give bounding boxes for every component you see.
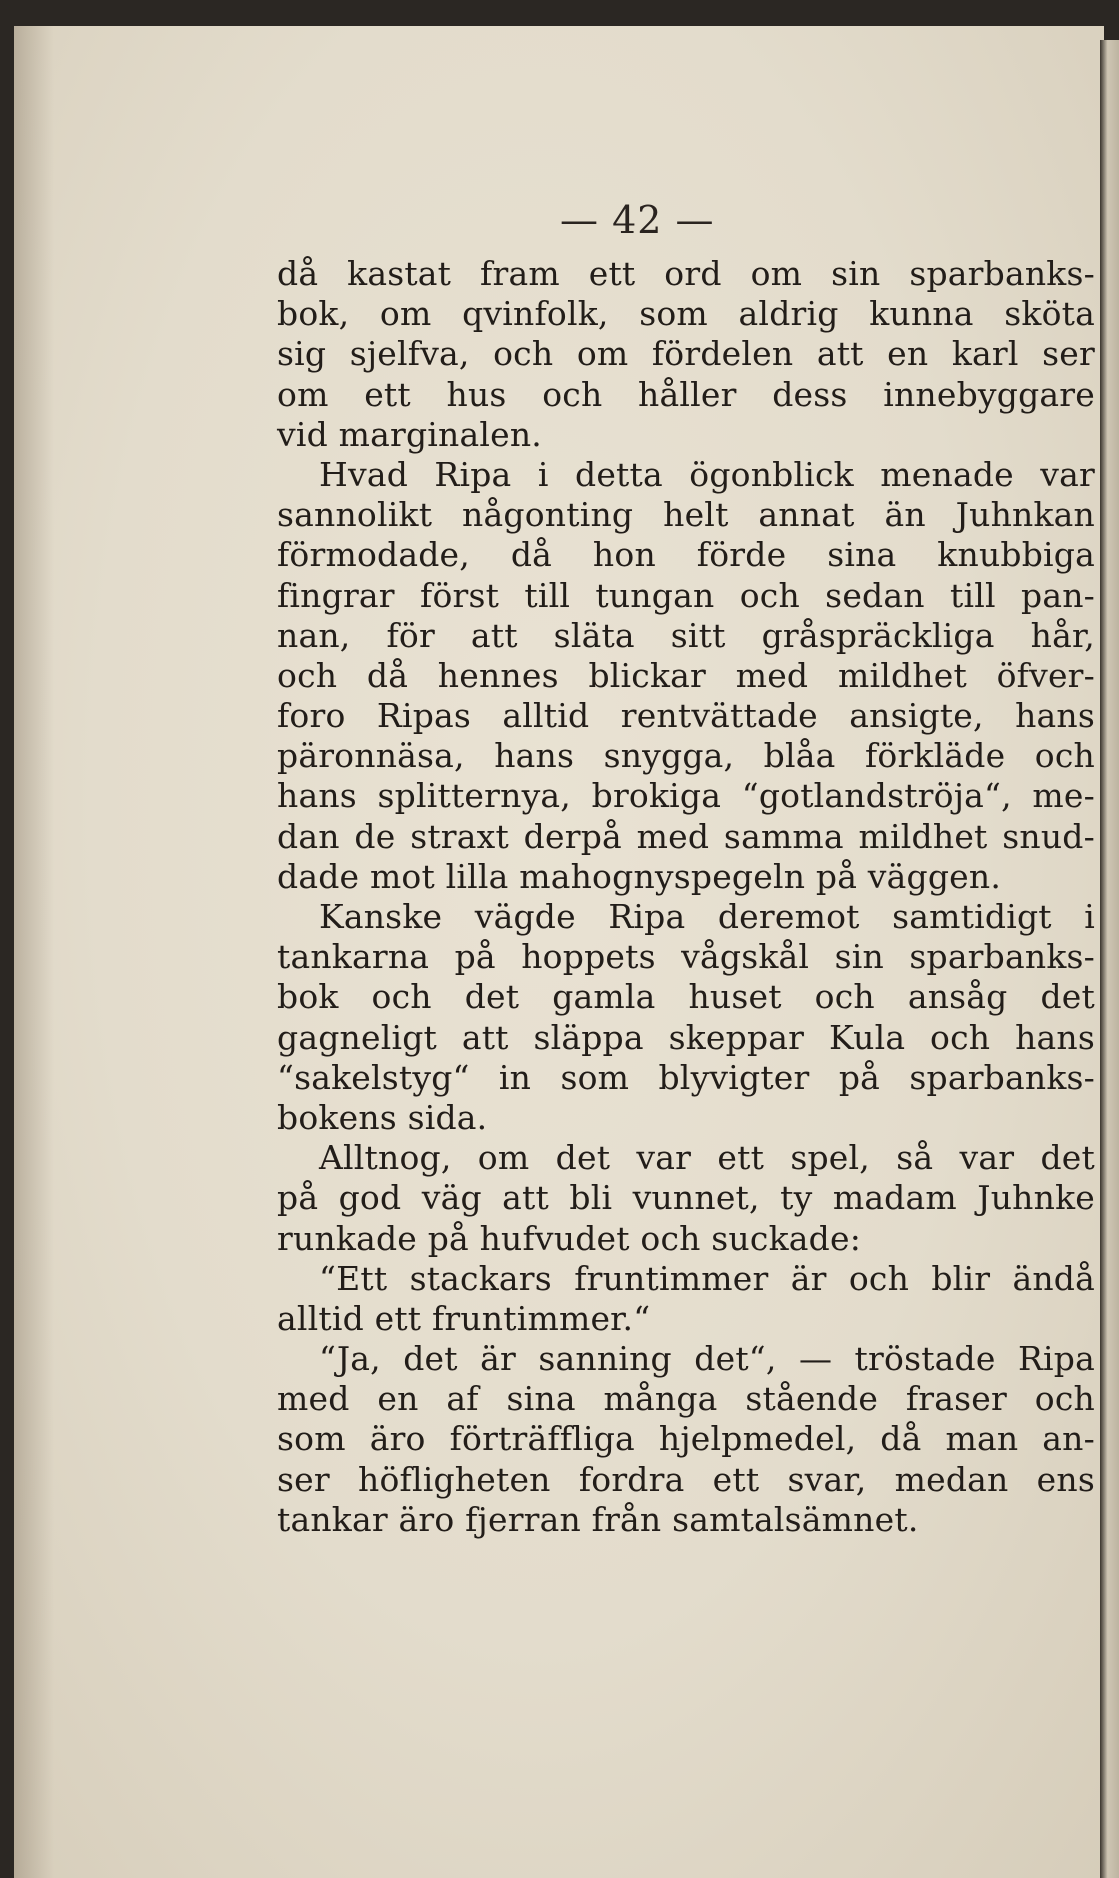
text-line: päronnäsa, hans snygga, blåa förkläde och (277, 736, 1095, 776)
text-line: då kastat fram ett ord om sin sparbanks- (277, 254, 1095, 293)
text-line: bok och det gamla huset och ansåg det (277, 977, 1095, 1017)
text-line: “Ett stackars fruntimmer är och blir ändå (319, 1258, 1095, 1298)
adjacent-page-edge (1100, 40, 1119, 1878)
body-text (277, 254, 1095, 1540)
text-line: som äro förträffliga hjelpmedel, då man an- (277, 1419, 1095, 1459)
text-line: fingrar först till tungan och sedan till pan- (277, 575, 1095, 615)
text-line: med en af sina många stående fraser och (277, 1379, 1095, 1419)
text-line: runkade på hufvudet och suckade: (277, 1218, 862, 1258)
text-line: sannolikt någonting helt annat än Juhnkan (277, 495, 1095, 535)
page-gutter-shadow (14, 26, 54, 1878)
text-line: alltid ett fruntimmer.“ (277, 1298, 651, 1338)
text-line: nan, för att släta sitt gråspräckliga hår, (277, 615, 1095, 655)
text-line: foro Ripas alltid rentvättade ansigte, hans (277, 696, 1095, 736)
text-line: Hvad Ripa i detta ögonblick menade var (319, 454, 1095, 494)
text-line: hans splitternya, brokiga “gotlandströja“, me- (277, 776, 1095, 816)
text-line: tankar äro fjerran från samtalsämnet. (277, 1499, 919, 1539)
text-line: om ett hus och håller dess innebyggare (277, 374, 1095, 414)
text-line: och då hennes blickar med mildhet öfver- (277, 655, 1095, 695)
text-line: förmodade, då hon förde sina knubbiga (277, 535, 1095, 575)
text-line: tankarna på hoppets vågskål sin sparbanks- (277, 937, 1095, 977)
text-line: “Ja, det är sanning det“, — tröstade Ripa (319, 1339, 1095, 1379)
text-line: dan de straxt derpå med samma mildhet snud- (277, 816, 1095, 856)
text-line: Alltnog, om det var ett spel, så var det (319, 1138, 1095, 1178)
text-line: sig sjelfva, och om fördelen att en karl ser (277, 334, 1095, 374)
text-line: på god väg att bli vunnet, ty madam Juhnke (277, 1178, 1095, 1218)
text-line: Kanske vägde Ripa deremot samtidigt i (319, 897, 1095, 936)
text-line: bokens sida. (277, 1097, 488, 1137)
text-line: “sakelstyg“ in som blyvigter på sparbanks- (277, 1057, 1095, 1097)
text-line: vid marginalen. (277, 414, 542, 454)
page-number: — 42 — (560, 198, 715, 242)
text-line: gagneligt att släppa skeppar Kula och hans (277, 1017, 1095, 1057)
text-line: ser höfligheten fordra ett svar, medan ens (277, 1459, 1095, 1499)
text-line: dade mot lilla mahognyspegeln på väggen. (277, 856, 1002, 896)
text-line: bok, om qvinfolk, som aldrig kunna sköta (277, 294, 1095, 334)
